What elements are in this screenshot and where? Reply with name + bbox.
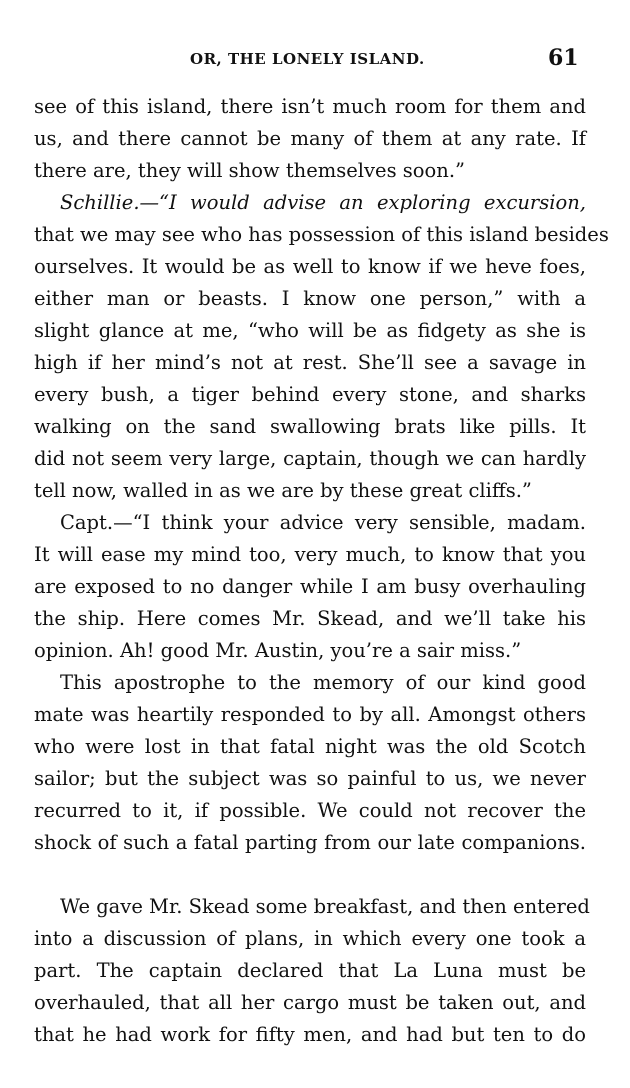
text-line-23: recurred to it, if possible. We could not recover the	[34, 799, 586, 822]
text-line-8: slight glance at me, “who will be as fidgety as she is	[34, 319, 586, 342]
text-line-3: there are, they will show themselves soon.”	[34, 159, 466, 182]
text-line-20: mate was heartily responded to by all. Amongst others	[34, 703, 586, 726]
text-line-6: ourselves. It would be as well to know if we heve foes,	[34, 255, 586, 278]
text-line-17: the ship. Here comes Mr. Skead, and we’ll take his	[34, 607, 586, 630]
text-line-5: that we may see who has possession of this island besides	[34, 223, 609, 246]
text-line-14: Capt.—“I think your advice very sensible, madam.	[60, 511, 586, 534]
page-number: 61	[548, 45, 579, 71]
text-line-9: high if her mind’s not at rest. She’ll see a savage in	[34, 351, 586, 374]
text-line-15: It will ease my mind too, very much, to know that you	[34, 543, 586, 566]
text-line-13: tell now, walled in as we are by these great cliffs.”	[34, 479, 532, 502]
text-line-22: sailor; but the subject was so painful to us, we never	[34, 767, 586, 790]
text-line-24: shock of such a fatal parting from our late companions.	[34, 831, 586, 854]
text-line-21: who were lost in that fatal night was the old Scotch	[34, 735, 586, 758]
text-line-27: part. The captain declared that La Luna must be	[34, 959, 586, 982]
text-line-7: either man or beasts. I know one person,” with a	[34, 287, 586, 310]
text-line-26: into a discussion of plans, in which every one took a	[34, 927, 586, 950]
text-line-25: We gave Mr. Skead some breakfast, and then entered	[60, 895, 590, 918]
text-line-29: that he had work for fifty men, and had but ten to do	[34, 1023, 586, 1046]
text-line-10: every bush, a tiger behind every stone, and sharks	[34, 383, 586, 406]
running-title: OR, THE LONELY ISLAND.	[190, 50, 425, 68]
text-line-16: are exposed to no danger while I am busy overhauling	[34, 575, 586, 598]
text-line-4: Schillie.—“I would advise an exploring excursion,	[60, 191, 586, 214]
text-line-11: walking on the sand swallowing brats like pills. It	[34, 415, 586, 438]
text-line-2: us, and there cannot be many of them at any rate. If	[34, 127, 586, 150]
text-line-28: overhauled, that all her cargo must be taken out, and	[34, 991, 586, 1014]
text-line-18: opinion. Ah! good Mr. Austin, you’re a sair miss.”	[34, 639, 522, 662]
text-line-1: see of this island, there isn’t much room for them and	[34, 95, 586, 118]
text-line-19: This apostrophe to the memory of our kind good	[60, 671, 586, 694]
text-line-12: did not seem very large, captain, though we can hardly	[34, 447, 586, 470]
